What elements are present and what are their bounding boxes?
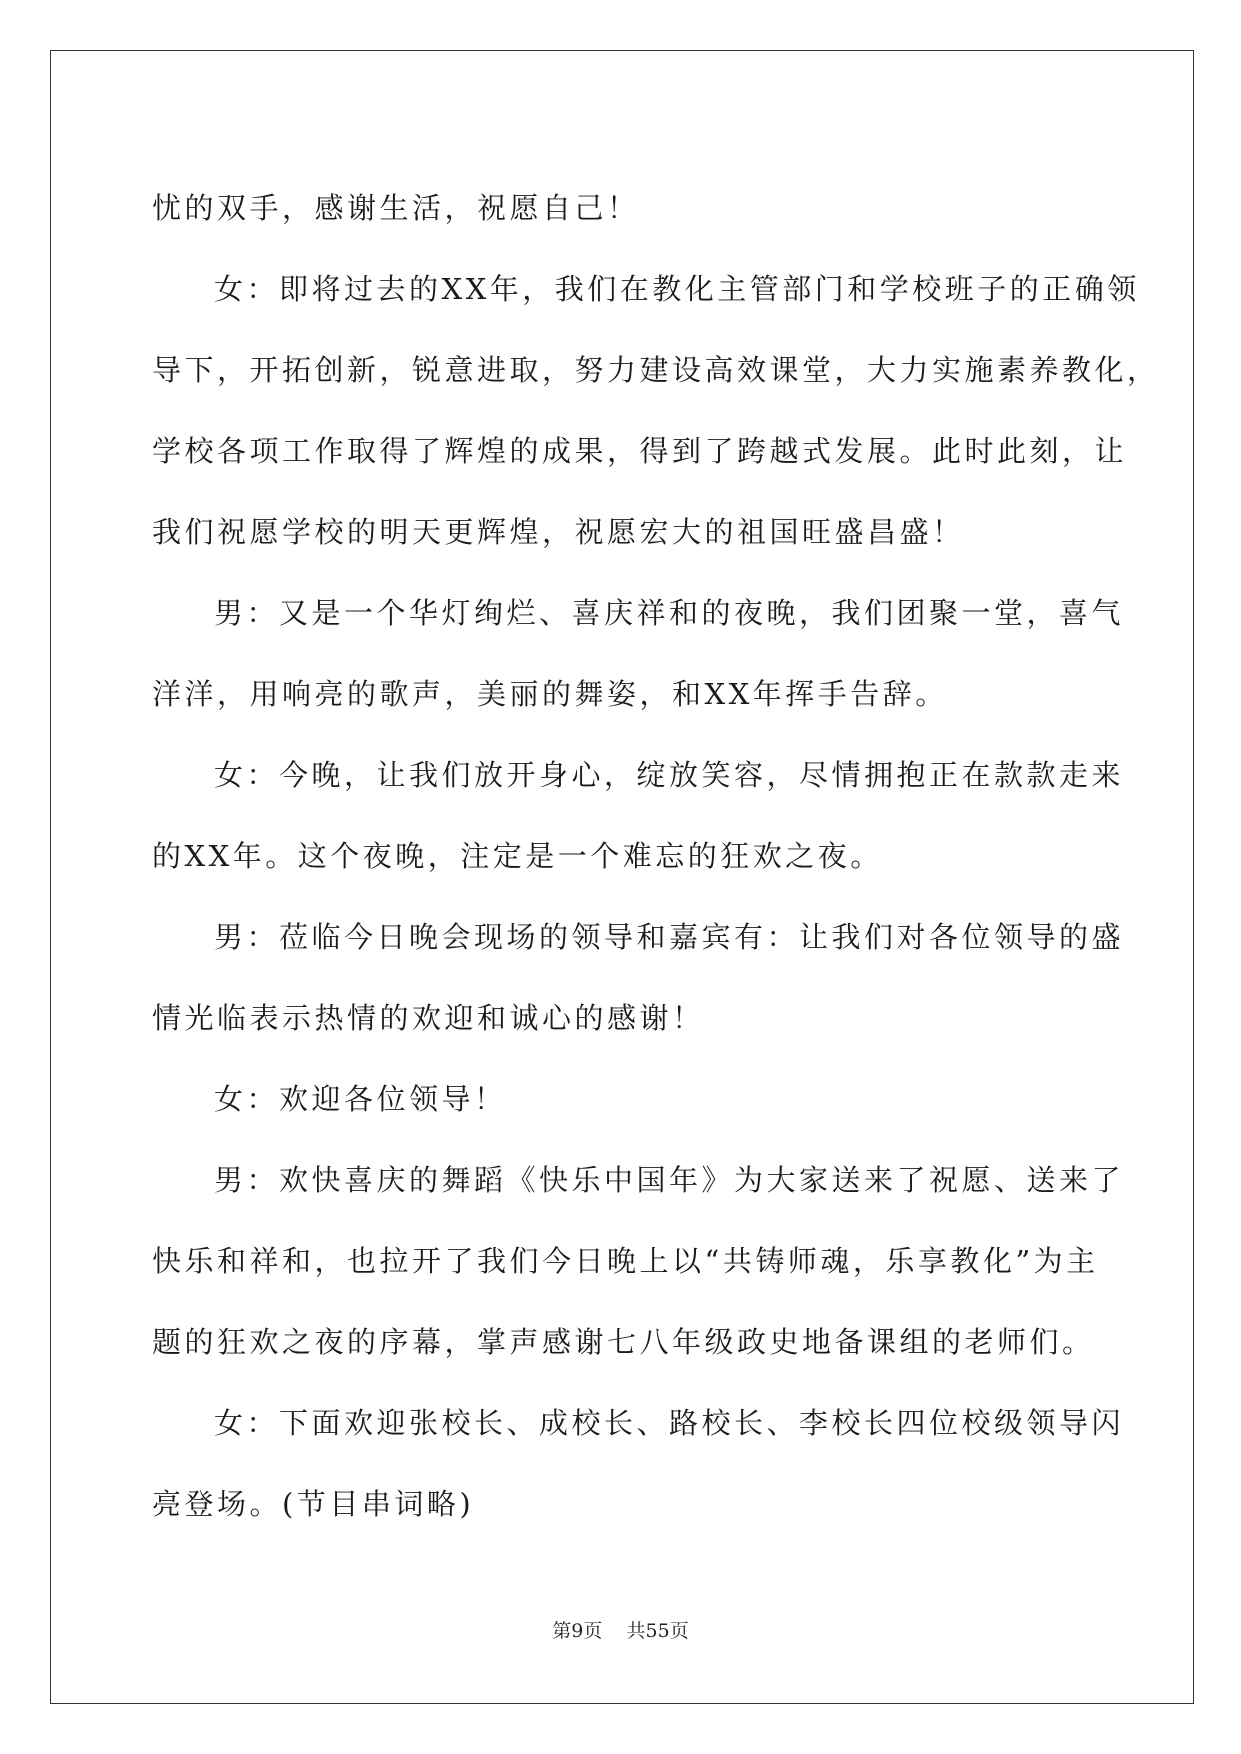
- total-pages: 共55页: [626, 1620, 689, 1642]
- page-number: 第9页: [552, 1620, 603, 1642]
- footer-spacer: [602, 1620, 626, 1642]
- text-line: 女：即将过去的XX年，我们在教化主管部门和学校班子的正确领: [214, 272, 1140, 306]
- text-line: 亮登场。(节目串词略): [152, 1487, 475, 1521]
- text-line: 的XX年。这个夜晚，注定是一个难忘的狂欢之夜。: [152, 839, 883, 873]
- text-line: 学校各项工作取得了辉煌的成果，得到了跨越式发展。此时此刻，让: [152, 434, 1128, 468]
- text-line: 女：欢迎各位领导！: [214, 1082, 507, 1116]
- text-line: 情光临表示热情的欢迎和诚心的感谢！: [152, 1001, 705, 1035]
- text-line: 女：今晚，让我们放开身心，绽放笑容，尽情拥抱正在款款走来: [214, 758, 1125, 792]
- document-body: [152, 168, 1160, 1545]
- text-line: 洋洋，用响亮的歌声，美丽的舞姿，和XX年挥手告辞。: [152, 677, 948, 711]
- text-line: 快乐和祥和，也拉开了我们今日晚上以“共铸师魂，乐享教化”为主: [152, 1244, 1099, 1278]
- text-line: 题的狂欢之夜的序幕，掌声感谢七八年级政史地备课组的老师们。: [152, 1325, 1095, 1359]
- text-line: 男：莅临今日晚会现场的领导和嘉宾有：让我们对各位领导的盛: [214, 920, 1125, 954]
- text-line: 忧的双手，感谢生活，祝愿自己！: [152, 191, 640, 225]
- text-line: 女：下面欢迎张校长、成校长、路校长、李校长四位校级领导闪: [214, 1406, 1125, 1440]
- text-line: 导下，开拓创新，锐意进取，努力建设高效课堂，大力实施素养教化，: [152, 353, 1160, 387]
- page-footer: [0, 1618, 1241, 1644]
- text-line: 我们祝愿学校的明天更辉煌，祝愿宏大的祖国旺盛昌盛！: [152, 515, 965, 549]
- text-line: 男：欢快喜庆的舞蹈《快乐中国年》为大家送来了祝愿、送来了: [214, 1163, 1125, 1197]
- text-line: 男：又是一个华灯绚烂、喜庆祥和的夜晚，我们团聚一堂，喜气: [214, 596, 1125, 630]
